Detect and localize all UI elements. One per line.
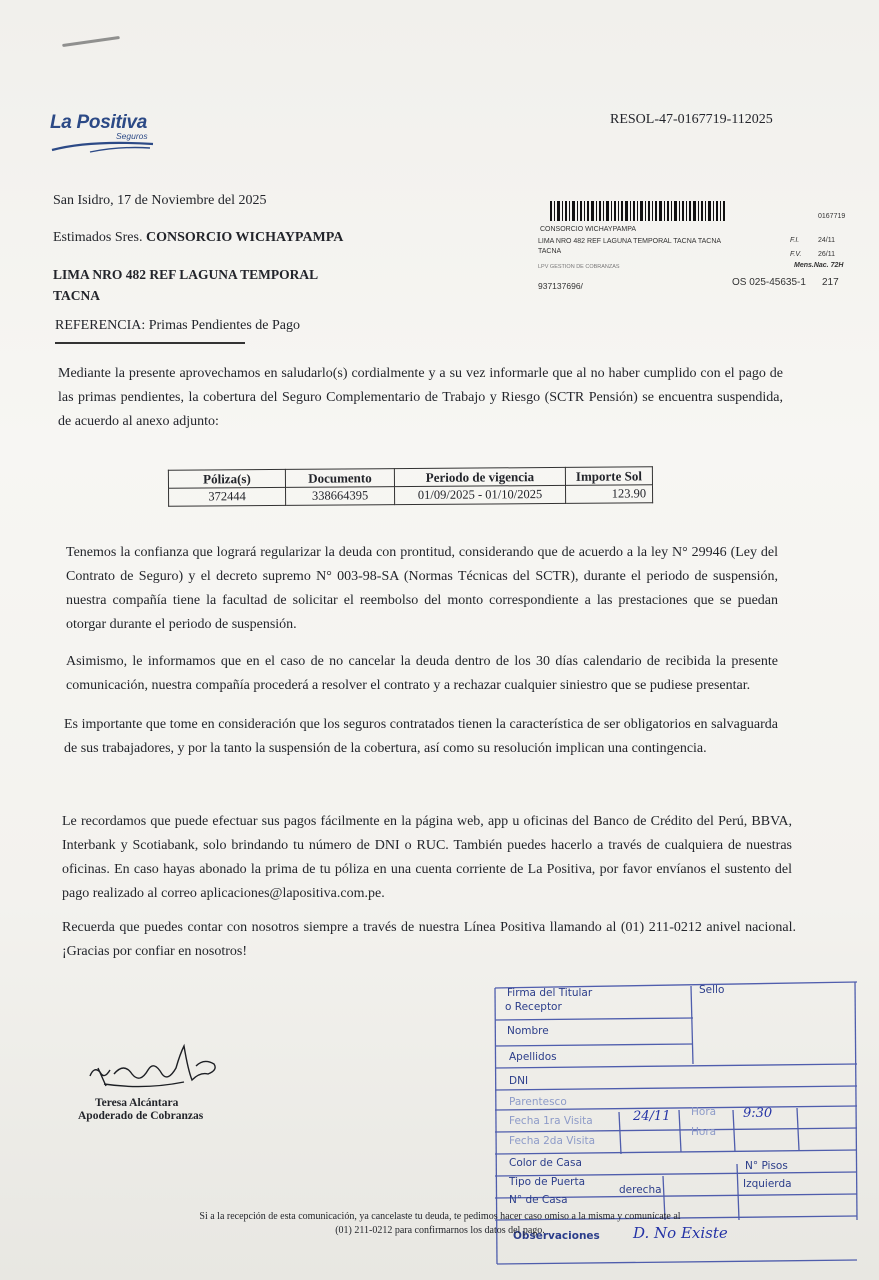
form-seal-label: Sello (699, 984, 725, 996)
cell-document: 338664395 (286, 487, 395, 506)
label-fv-value: 26/11 (818, 251, 835, 258)
signatory-role: Apoderado de Cobranzas (78, 1110, 204, 1122)
resolution-code: RESOL-47-0167719-112025 (610, 112, 773, 127)
paragraph-3: Asimismo, le informamos que en el caso de no cancelar la deuda dentro de los 30 días calendario de recibida la presente comunicación, nuestra compañía procederá a resolver el contrato y a rechazar cualquier siniestro que se pudiese presentar. (66, 654, 778, 693)
paragraph-5: Le recordamos que puede efectuar sus pagos fácilmente en la página web, app u oficinas del Banco de Crédito del Perú, BBVA, Interbank y Scotiabank, solo brindando tu número de DNI o RUC. También puedes hacerlo a través de cualquiera de nuestras oficinas. En caso hayas abonado la prima de tu póliza en una cuenta corriente de La Positiva, por favor envíanos el sustento del pago realizado al correo aplicaciones@lapositiva.com.pe. (62, 814, 792, 901)
footer-line-2: (01) 211-0212 para confirmarnos los datos del pago. (335, 1225, 545, 1236)
label-tracking-right: OS 025-45635-1 (732, 277, 806, 288)
form-visit1-label: Fecha 1ra Visita (509, 1115, 593, 1127)
label-address: LIMA NRO 482 REF LAGUNA TEMPORAL TACNA TACNA (538, 238, 722, 245)
column-header-policy: Póliza(s) (168, 469, 285, 488)
paragraph-6: Recuerda que puedes contar con nosotros siempre a través de nuestra Línea Positiva llamando al (01) 211-0212 anivel nacional. ¡Gracias por confiar en nosotros! (62, 920, 796, 959)
mailing-label (536, 196, 846, 296)
recipient-name: CONSORCIO WICHAYPAMPA (145, 230, 344, 245)
logo-subtext: Seguros (116, 131, 148, 141)
logo-swoosh-icon (50, 140, 155, 154)
form-floors-label: N° Pisos (745, 1160, 788, 1172)
address-line-1: LIMA NRO 482 REF LAGUNA TEMPORAL (53, 267, 319, 282)
form-hour-label: Hora (691, 1106, 717, 1118)
reference-underline (55, 342, 245, 344)
form-signature-label-1: Firma del Titular (507, 987, 593, 999)
cell-period: 01/09/2025 - 01/10/2025 (395, 485, 566, 504)
form-left-label: Izquierda (743, 1178, 792, 1190)
notes-handwritten: D. No Existe (633, 1224, 728, 1242)
greeting (53, 230, 343, 246)
label-department: LPV GESTION DE COBRANZAS (538, 264, 620, 270)
cell-policy: 372444 (169, 487, 286, 506)
reference-line: REFERENCIA: Primas Pendientes de Pago (55, 318, 300, 333)
label-tracking-left: 937137696/ (538, 281, 583, 291)
form-house-color-label: Color de Casa (509, 1157, 582, 1169)
column-header-period: Periodo de vigencia (394, 467, 565, 486)
table-row (169, 485, 653, 506)
signatory-name: Teresa Alcántara (95, 1097, 179, 1109)
label-fi-value: 24/11 (818, 237, 835, 244)
column-header-document: Documento (285, 469, 394, 488)
paragraph-4: Es importante que tome en consideración que los seguros contratados tienen la característica de ser obligatorios en salvaguarda de sus trabajadores, y por la tanto la suspensión de la cobertura, así como su resolución implican una contingencia. (64, 717, 778, 756)
footer-line-1: Si a la recepción de esta comunicación, ya cancelaste tu deuda, te pedimos hacer caso omiso a la misma y comunícate al (199, 1211, 681, 1222)
label-city: TACNA (538, 248, 562, 255)
form-id-label: DNI (509, 1075, 529, 1087)
visit1-date-handwritten: 24/11 (633, 1109, 671, 1124)
form-relation-label: Parentesco (509, 1096, 567, 1108)
form-visit2-label: Fecha 2da Visita (509, 1135, 596, 1147)
label-tracking-number: 217 (822, 277, 839, 288)
handwritten-signature (84, 1040, 224, 1098)
label-fi: F.I. (790, 237, 800, 244)
logo-text: La Positiva (50, 112, 148, 133)
paragraph-1: Mediante la presente aprovechamos en saludarlo(s) cordialmente y a su vez informarle que al no haber cumplido con el pago de las primas pendientes, la cobertura del Seguro Complementario de Trabajo y Riesgo (SCTR Pensión) se encuentra suspendida, de acuerdo al anexo adjunto: (58, 366, 783, 429)
label-service: Mens.Nac. 72H (794, 262, 844, 269)
cell-amount: 123.90 (565, 485, 652, 504)
barcode-icon (550, 201, 725, 221)
form-house-number-label: N° de Casa (509, 1194, 568, 1206)
form-door-label: Tipo de Puerta (509, 1176, 586, 1188)
company-logo (50, 112, 160, 158)
address-line-2: TACNA (53, 288, 100, 303)
label-name: CONSORCIO WICHAYPAMPA (540, 226, 637, 233)
paragraph-2: Tenemos la confianza que logrará regularizar la deuda con prontitud, considerando que de acuerdo a la ley N° 29946 (Ley del Contrato de Seguro) y el decreto supremo N° 003-98-SA (Normas Técnicas del SCTR), durante el periodo de suspensión, nuestra compañía tiene la facultad de solicitar el reembolso del monto correspondiente a las prestaciones que se puedan otorgar durante el periodo de suspensión. (66, 545, 778, 632)
date-line: San Isidro, 17 de Noviembre del 2025 (53, 193, 267, 208)
form-signature-label-2: o Receptor (505, 1001, 562, 1013)
footer-note (120, 1210, 760, 1238)
pen-mark (62, 36, 120, 47)
policy-table (168, 466, 653, 506)
greeting-prefix: Estimados Sres. (53, 230, 143, 245)
recipient-address (53, 264, 318, 306)
form-name-label: Nombre (507, 1025, 549, 1037)
form-right-label: derecha (619, 1184, 662, 1196)
label-fv: F.V. (790, 251, 802, 258)
label-code: 0167719 (818, 213, 846, 220)
form-surname-label: Apellidos (509, 1051, 557, 1063)
visit1-hour-handwritten: 9:30 (743, 1106, 773, 1121)
column-header-amount: Importe Sol (565, 467, 652, 486)
form-notes-label: Observaciones (513, 1230, 600, 1242)
form-hour2-label: Hora (691, 1126, 717, 1138)
